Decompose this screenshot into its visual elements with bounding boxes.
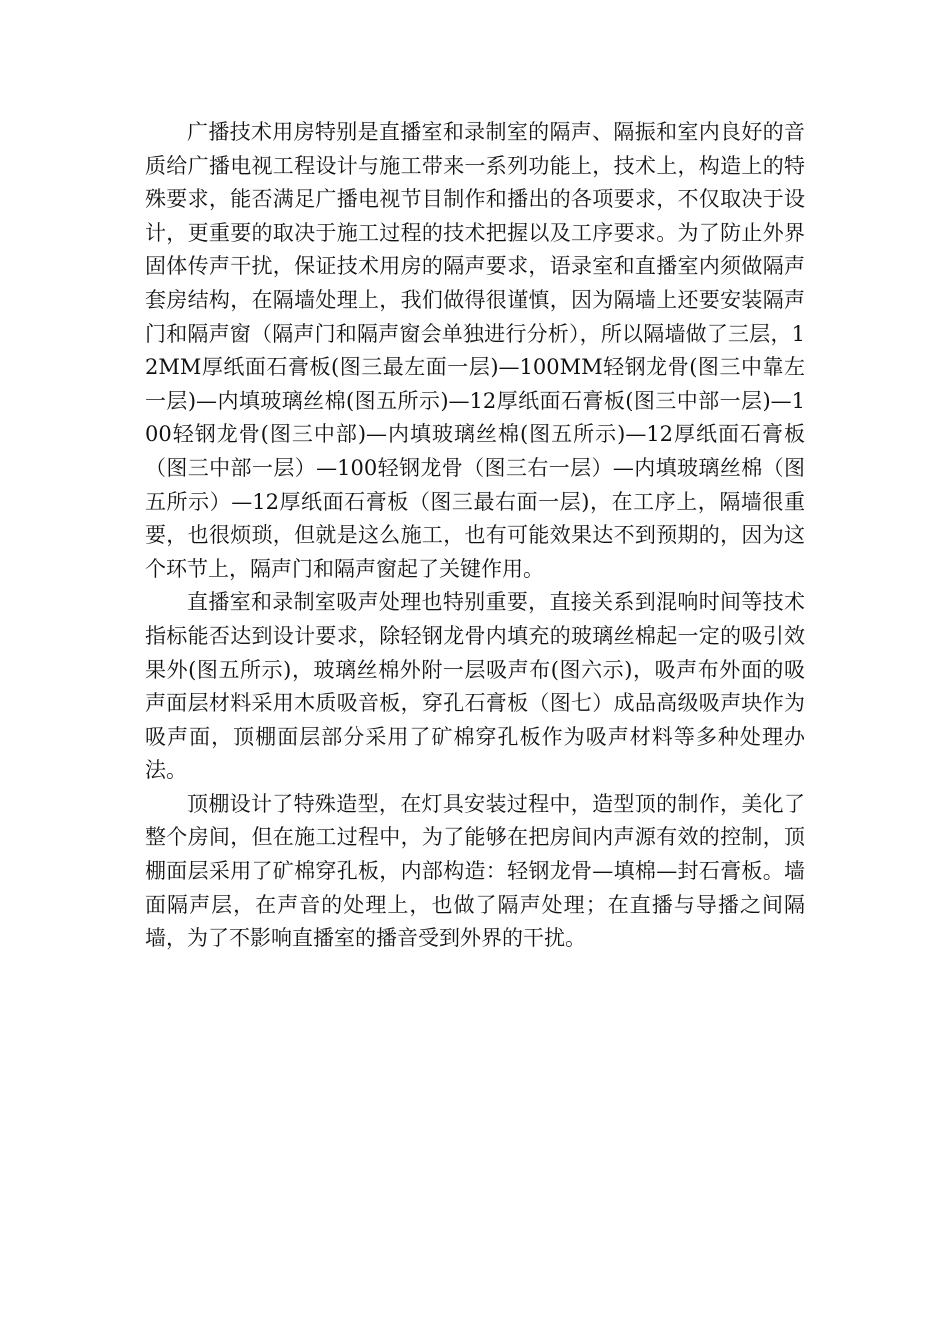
paragraph-1: 广播技术用房特别是直播室和录制室的隔声、隔振和室内良好的音质给广播电视工程设计与施工带来一系列功能上，技术上，构造上的特殊要求，能否满足广播电视节目制作和播出的各项要求，不仅取决于设计，更重要的取决于施工过程的技术把握以及工序要求。为了防止外界固体传声干扰，保证技术用房的隔声要求，语录室和直播室内须做隔声套房结构，在隔墙处理上，我们做得很谨慎，因为隔墙上还要安装隔声门和隔声窗（隔声门和隔声窗会单独进行分析），所以隔墙做了三层，12MM厚纸面石膏板(图三最左面一层)—100MM轻钢龙骨(图三中靠左一层)—内填玻璃丝棉(图五所示)—12厚纸面石膏板(图三中部一层)—100轻钢龙骨(图三中部)—内填玻璃丝棉(图五所示)—12厚纸面石膏板（图三中部一层）—100轻钢龙骨（图三右一层）—内填玻璃丝棉（图五所示）—12厚纸面石膏板（图三最右面一层)，在工序上，隔墙很重要，也很烦琐，但就是这么施工，也有可能效果达不到预期的，因为这个环节上，隔声门和隔声窗起了关键作用。 — [145, 120, 805, 581]
paragraph-3: 顶棚设计了特殊造型，在灯具安装过程中，造型顶的制作，美化了整个房间，但在施工过程中，为了能够在把房间内声源有效的控制，顶棚面层采用了矿棉穿孔板，内部构造：轻钢龙骨—填棉—封石膏板。墙面隔声层，在声音的处理上，也做了隔声处理；在直播与导播之间隔墙，为了不影响直播室的播音受到外界的干扰。 — [145, 791, 805, 951]
document-body — [145, 116, 805, 956]
paragraph-2: 直播室和录制室吸声处理也特别重要，直接关系到混响时间等技术指标能否达到设计要求，除轻钢龙骨内填充的玻璃丝棉起一定的吸引效果外(图五所示)，玻璃丝棉外附一层吸声布(图六示)，吸声布外面的吸声面层材料采用木质吸音板，穿孔石膏板（图七）成品高级吸声块作为吸声面，顶棚面层部分采用了矿棉穿孔板作为吸声材料等多种处理办法。 — [145, 590, 805, 783]
